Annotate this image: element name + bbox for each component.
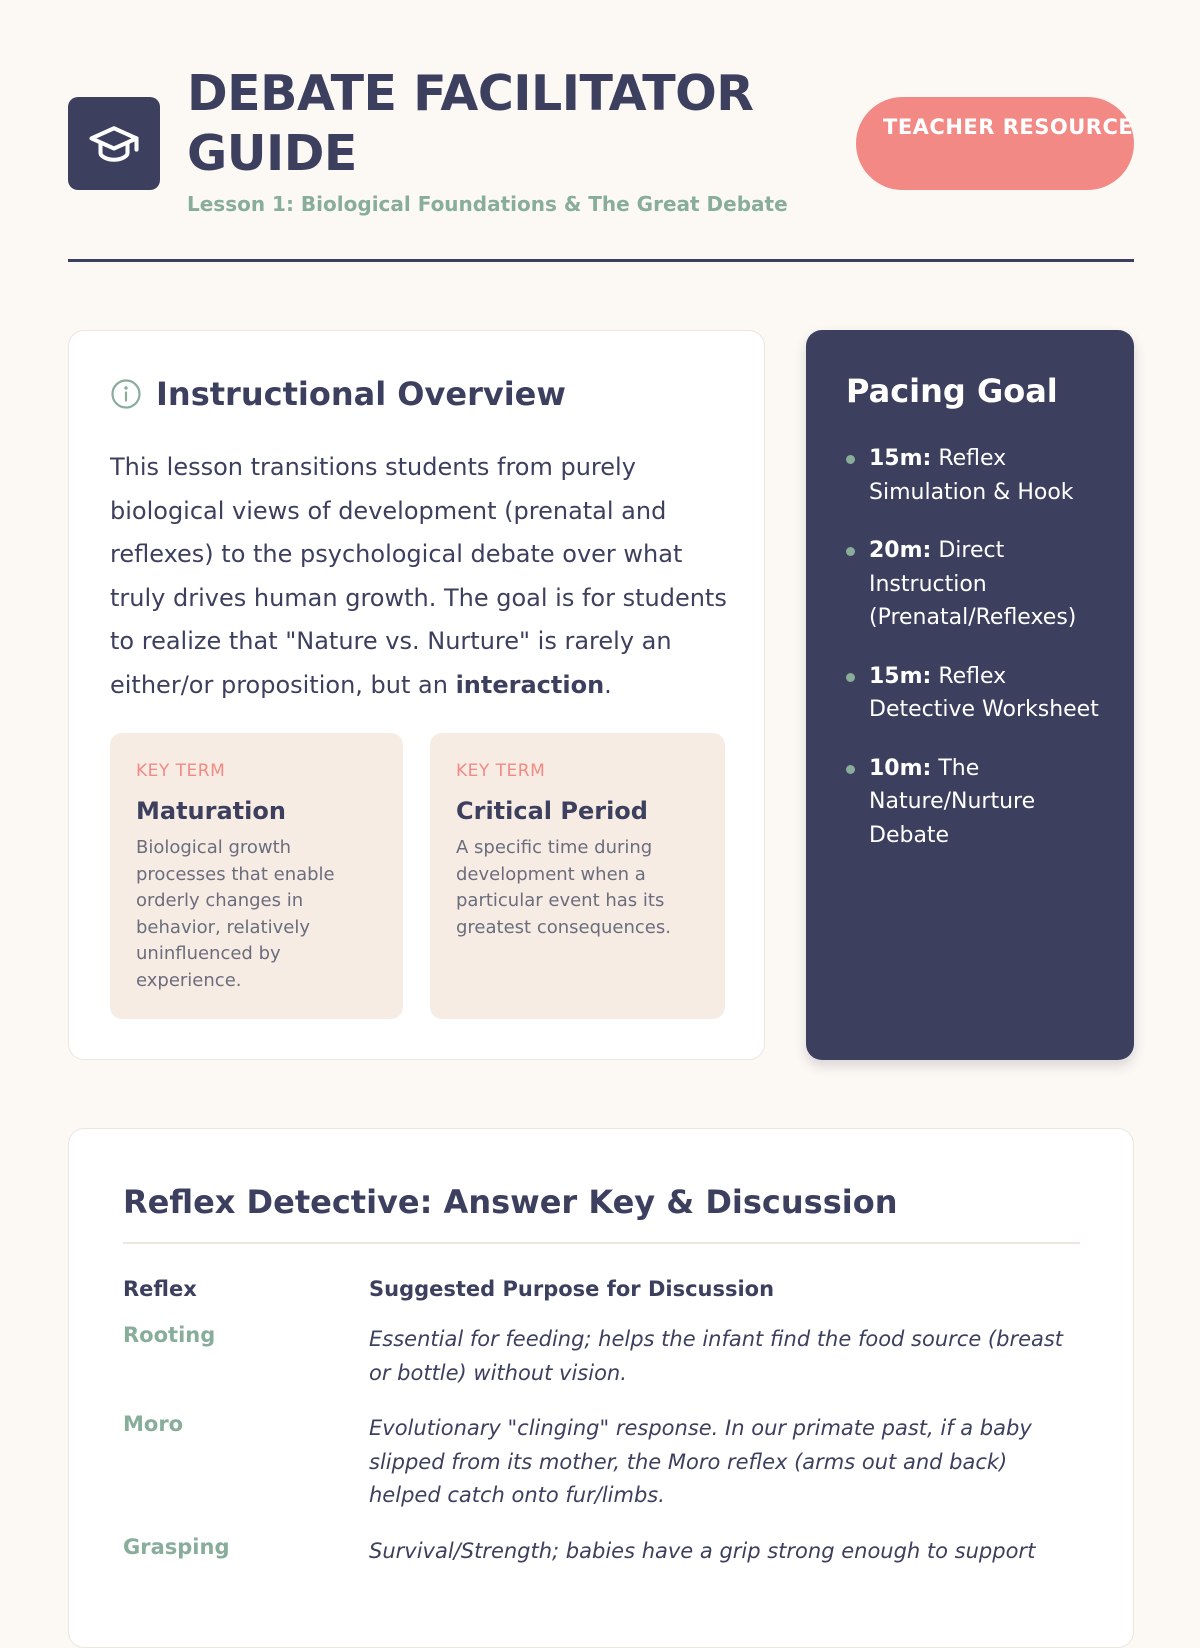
bullet-dot-icon [846, 765, 855, 774]
reflex-purpose-cell: Survival/Strength; babies have a grip strong enough to support [369, 1538, 1036, 1563]
reflex-name-cell: Rooting [123, 1323, 216, 1347]
key-term-card [110, 733, 403, 1019]
bullet-dot-icon [846, 673, 855, 682]
key-term-definition: A specific time during development when a particular event has its greatest consequences. [456, 837, 671, 938]
overview-text-lead: This lesson transitions students from purely biological views of development (prenatal and reflexes) to the psychological debate over what truly drives human growth. The goal is for students to realize that "Nature vs. Nurture" is rarely an either/or proposition, but an [110, 453, 727, 699]
graduation-cap-icon [87, 117, 141, 171]
page-subtitle: Lesson 1: Biological Foundations & The Great Debate [187, 192, 788, 216]
pacing-item [846, 660, 1106, 727]
instructional-overview-card [68, 330, 765, 1060]
reflex-name-cell: Moro [123, 1412, 184, 1436]
reflex-purpose-cell: Evolutionary "clinging" response. In our primate past, if a baby slipped from its mother, the Moro reflex (arms out and back) helped catch onto fur/limbs. [369, 1416, 1032, 1507]
pacing-activity: Direct Instruction (Prenatal/Reflexes) [869, 538, 1077, 630]
table-header-row [123, 1277, 1080, 1323]
key-term-definition: Biological growth processes that enable orderly changes in behavior, relatively uninfluenced by experience. [136, 837, 335, 991]
column-header-reflex: Reflex [123, 1277, 197, 1301]
key-term-name: Critical Period [456, 797, 648, 825]
info-icon [110, 378, 142, 410]
overview-title: Instructional Overview [156, 375, 566, 413]
guide-page [68, 0, 1134, 1563]
pacing-item [846, 752, 1106, 853]
pacing-duration: 20m: [869, 538, 932, 563]
pacing-duration: 15m: [869, 663, 932, 689]
key-term-name: Maturation [136, 797, 286, 825]
key-term-label: KEY TERM [136, 761, 226, 781]
pacing-item [846, 442, 1106, 509]
header [68, 0, 1134, 262]
pacing-item [846, 534, 1106, 635]
pacing-goal-card [806, 330, 1134, 1060]
pacing-activity: The Nature/Nurture Debate [869, 755, 1036, 848]
pacing-list [846, 442, 1106, 877]
reflex-name-cell: Grasping [123, 1534, 230, 1559]
title-block [187, 64, 807, 216]
reflex-purpose-cell: Essential for feeding; helps the infant find the food source (breast or bottle) without vision. [369, 1327, 1064, 1385]
overview-heading [110, 375, 566, 413]
key-term-label: KEY TERM [456, 761, 546, 781]
logo-badge [68, 97, 160, 190]
column-header-purpose: Suggested Purpose for Discussion [369, 1277, 775, 1301]
table-row [123, 1412, 1080, 1535]
bullet-dot-icon [846, 455, 855, 464]
overview-paragraph [110, 446, 735, 707]
table-row [123, 1323, 1080, 1412]
reflex-section-title: Reflex Detective: Answer Key & Discussion [123, 1183, 898, 1221]
overview-text-emphasis: interaction [455, 670, 605, 699]
teacher-resource-badge: TEACHER RESOURCE [856, 97, 1134, 190]
overview-text-end: . [604, 670, 612, 699]
table-row [123, 1535, 1080, 1591]
bullet-dot-icon [846, 547, 855, 556]
key-term-card [430, 733, 725, 1019]
pacing-duration: 15m: [869, 446, 932, 471]
pacing-title: Pacing Goal [846, 372, 1058, 410]
pacing-duration: 10m: [869, 755, 932, 781]
page-title: DEBATE FACILITATOR GUIDE [187, 65, 754, 182]
pacing-activity: Reflex Detective Worksheet [869, 663, 1099, 722]
reflex-detective-card [68, 1128, 1134, 1648]
header-divider [68, 259, 1134, 262]
pacing-activity: Reflex Simulation & Hook [869, 446, 1074, 505]
section-divider [123, 1242, 1080, 1244]
answer-key-table [123, 1277, 1080, 1590]
